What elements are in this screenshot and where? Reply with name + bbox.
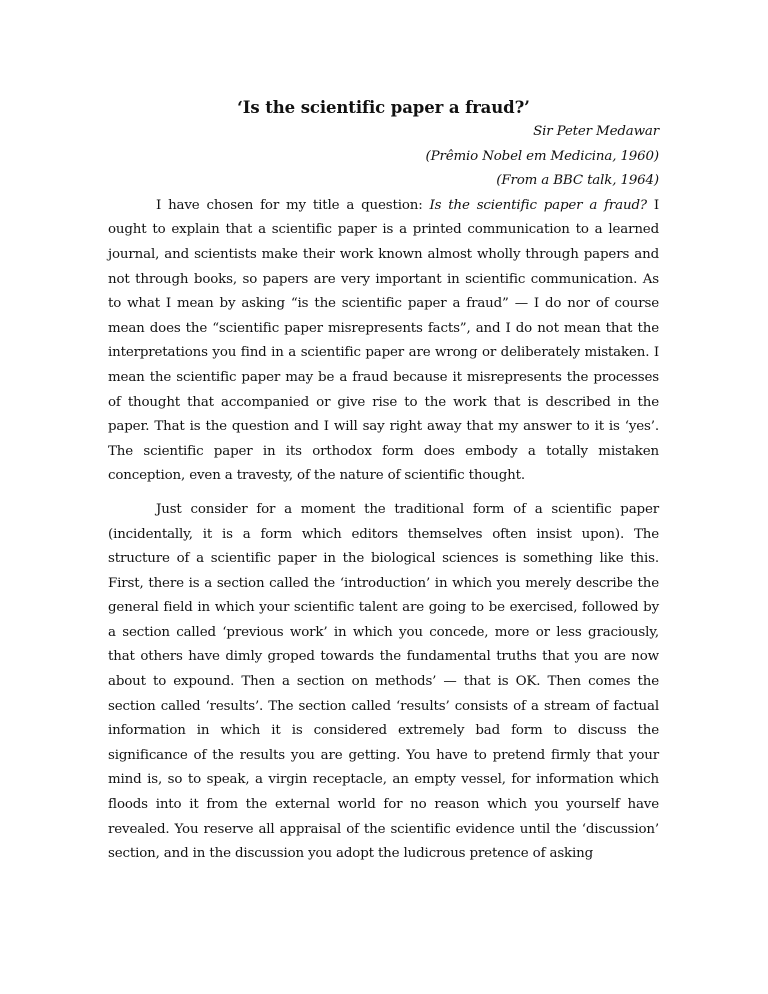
document-title: ‘Is the scientific paper a fraud?’: [237, 98, 530, 117]
paragraph-1-lead: I have chosen for my title a question:: [156, 197, 430, 213]
author-award: (Prêmio Nobel em Medicina, 1960): [425, 148, 659, 164]
paragraph-2: Just consider for a moment the traditional form of a scientific paper (incidentally, it is a form which editors themselves often insist upon). The structure of a scientific paper in the biological sciences is something like this. First, there is a section called the ‘introduction’ in which you merely describe the general field in which your scientific talent are going to be exercised, followed by a section called ‘previous work’ in which you concede, more or less graciously, that others have dimly groped towards the fundamental truths that you are now about to expound. Then a section on methods’ — that is OK. Then comes the section called ‘results’. The section called ‘results’ consists of a stream of factual information in which it is considered extremely bad form to discuss the significance of the results you are getting. You have to pretend firmly that your mind is, so to speak, a virgin receptacle, an empty vessel, for information which floods into it from the external world for no reason which you yourself have revealed. You reserve all appraisal of the scientific evidence until the ‘discussion’ section, and in the discussion you adopt the ludicrous pretence of asking: [108, 501, 659, 862]
author-name: Sir Peter Medawar: [533, 124, 659, 139]
talk-source: (From a BBC talk, 1964): [496, 173, 659, 189]
paragraph-1: [108, 194, 659, 489]
paragraph-1-italic-question: Is the scientific paper a fraud?: [429, 197, 647, 213]
document-page: [108, 96, 659, 876]
paragraph-1-body: I ought to explain that a scientific paper is a printed communication to a learned journal, and scientists make their work known almost wholly through papers and not through books, so papers are very important in scientific communication. As to what I mean by asking “is the scientific paper a fraud” — I do nor of course mean does the “scientific paper misrepresents facts”, and I do not mean that the interpretations you find in a scientific paper are wrong or deliberately mistaken. I mean the scientific paper may be a fraud because it misrepresents the processes of thought that accompanied or give rise to the work that is described in the paper. That is the question and I will say right away that my answer to it is ‘yes’. The scientific paper in its orthodox form does embody a totally mistaken conception, even a travesty, of the nature of scientific thought.: [108, 197, 660, 484]
